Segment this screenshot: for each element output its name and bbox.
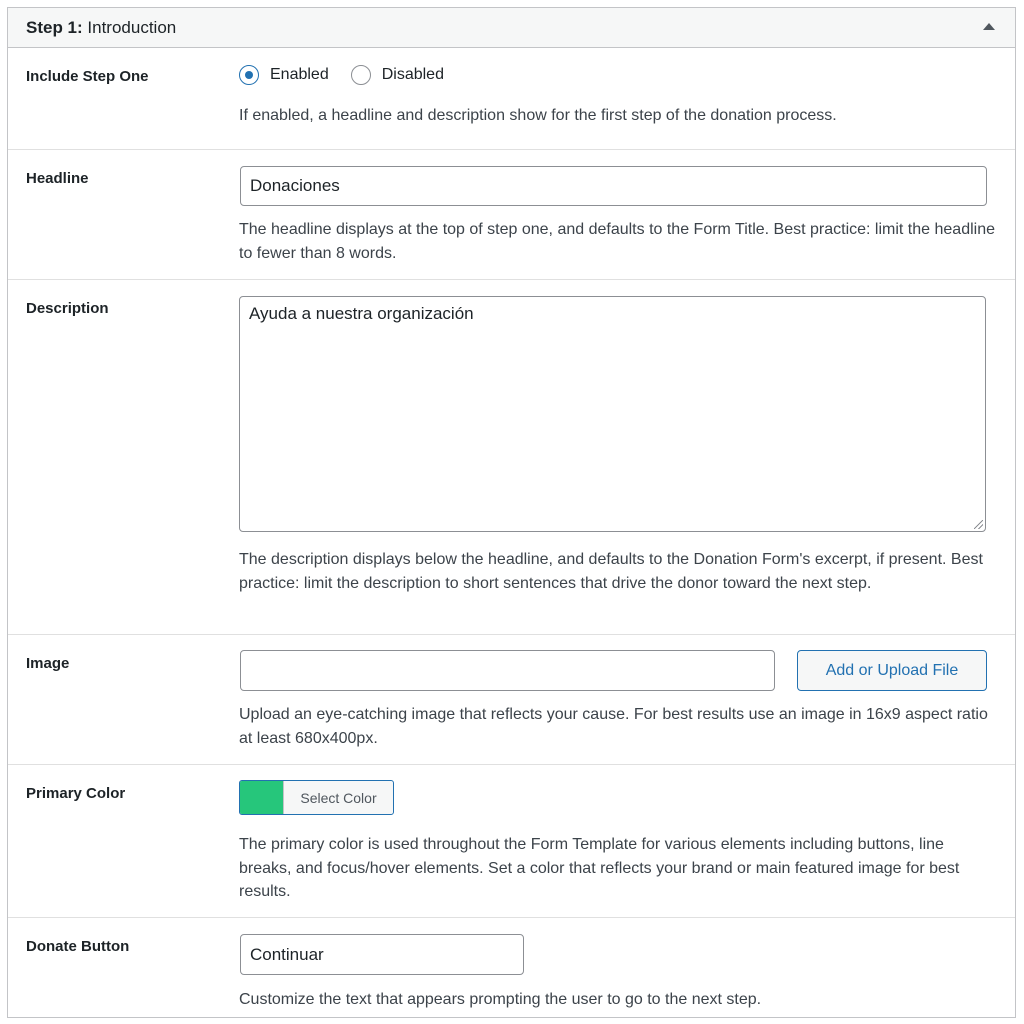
description-textarea[interactable] <box>239 296 986 532</box>
radio-disabled[interactable] <box>351 65 371 85</box>
image-url-input[interactable] <box>240 650 775 691</box>
image-label: Image <box>26 655 70 672</box>
headline-description: The headline displays at the top of step one, and defaults to the Form Title. Best practice: limit the headline to fewer than 8 words. <box>239 221 995 262</box>
donate-button-text-input[interactable]: Continuar <box>240 934 524 975</box>
radio-option-enabled[interactable] <box>239 65 329 85</box>
row-include-step-one <box>8 48 1015 150</box>
select-color-button[interactable] <box>239 780 394 815</box>
row-primary-color <box>8 765 1015 918</box>
color-swatch <box>240 781 284 814</box>
collapse-arrow-icon[interactable] <box>983 23 995 30</box>
headline-label: Headline <box>26 170 89 187</box>
description-help-text: The description displays below the headline, and defaults to the Donation Form's excerpt, if present. Best practice: limit the description to short sentences that drive the donor toward the next step. <box>239 551 983 592</box>
include-step-one-description: If enabled, a headline and description show for the first step of the donation process. <box>239 107 837 124</box>
panel-title <box>26 18 176 38</box>
radio-option-disabled[interactable] <box>351 65 444 85</box>
panel-header[interactable] <box>8 8 1015 48</box>
row-description <box>8 280 1015 635</box>
row-image <box>8 635 1015 765</box>
settings-panel <box>7 7 1016 1018</box>
add-or-upload-file-button[interactable]: Add or Upload File <box>797 650 987 691</box>
donate-button-description: Customize the text that appears prompting the user to go to the next step. <box>239 991 762 1008</box>
image-description: Upload an eye-catching image that reflects your cause. For best results use an image in 16x9 aspect ratio at least 680x400px. <box>239 706 988 747</box>
panel-title-step: Step 1: <box>26 18 83 37</box>
radio-enabled[interactable] <box>239 65 259 85</box>
headline-input[interactable]: Donaciones <box>240 166 987 206</box>
include-step-one-radio-group <box>239 65 466 85</box>
donate-button-label: Donate Button <box>26 938 130 955</box>
resize-handle-icon[interactable] <box>974 520 983 529</box>
primary-color-label: Primary Color <box>26 785 126 802</box>
select-color-label: Select Color <box>300 789 377 806</box>
row-donate-button <box>8 918 1015 1017</box>
panel-title-text: Introduction <box>82 18 177 37</box>
include-step-one-label: Include Step One <box>26 68 149 85</box>
description-label: Description <box>26 300 109 317</box>
radio-disabled-label: Disabled <box>381 66 444 83</box>
primary-color-description: The primary color is used throughout the Form Template for various elements including buttons, line breaks, and focus/hover elements. Set a color that reflects your brand or main featured image for best results. <box>239 836 960 900</box>
description-textarea-value: Ayuda a nuestra organización <box>249 304 474 323</box>
row-headline <box>8 150 1015 280</box>
radio-enabled-label: Enabled <box>270 66 329 83</box>
